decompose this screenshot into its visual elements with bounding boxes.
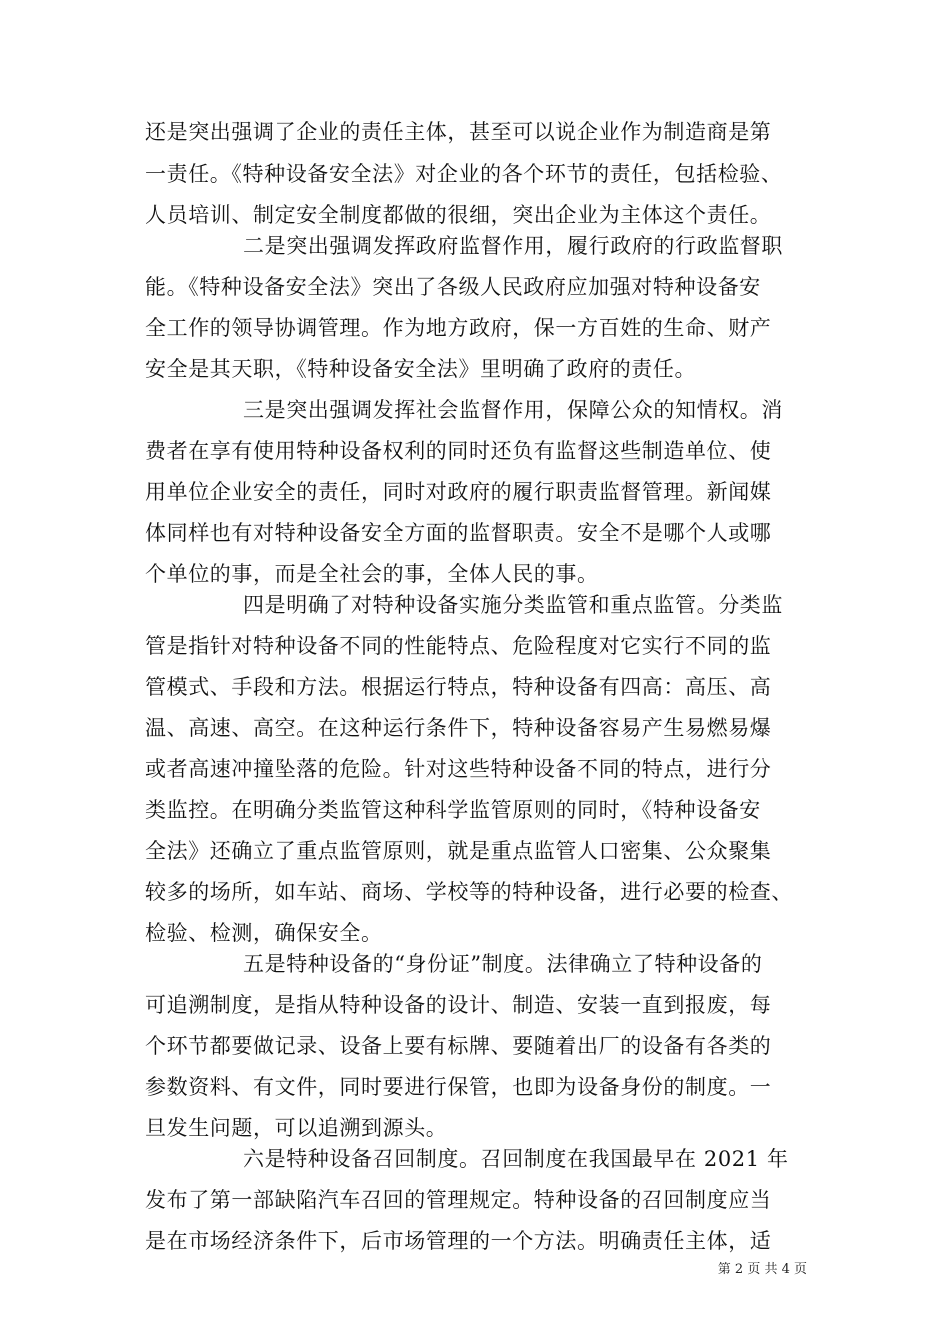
text-line: 管是指针对特种设备不同的性能特点、危险程度对它实行不同的监 bbox=[145, 634, 772, 658]
paragraph-first-line: 三是突出强调发挥社会监督作用，保障公众的知情权。消 bbox=[243, 398, 783, 422]
text-line: 温、高速、高空。在这种运行条件下，特种设备容易产生易燃易爆 bbox=[145, 716, 772, 740]
text-line: 旦发生问题，可以追溯到源头。 bbox=[145, 1116, 448, 1140]
text-line: 一责任。《特种设备安全法》对企业的各个环节的责任，包括检验、 bbox=[145, 162, 783, 186]
text-line: 全法》还确立了重点监管原则，就是重点监管人口密集、公众聚集 bbox=[145, 839, 772, 863]
paragraph-first-line: 二是突出强调发挥政府监督作用，履行政府的行政监督职 bbox=[243, 234, 783, 258]
text-line: 人员培训、制定安全制度都做的很细，突出企业为主体这个责任。 bbox=[145, 203, 772, 227]
text-line: 个单位的事，而是全社会的事，全体人民的事。 bbox=[145, 562, 599, 586]
text-line: 较多的场所，如车站、商场、学校等的特种设备，进行必要的检查、 bbox=[145, 880, 793, 904]
text-line: 还是突出强调了企业的责任主体，甚至可以说企业作为制造商是第 bbox=[145, 120, 772, 144]
text-line: 全工作的领导协调管理。作为地方政府，保一方百姓的生命、财产 bbox=[145, 316, 772, 340]
text-line: 检验、检测，确保安全。 bbox=[145, 921, 383, 945]
text-line: 管模式、手段和方法。根据运行特点，特种设备有四高：高压、高 bbox=[145, 675, 772, 699]
text-line: 可追溯制度，是指从特种设备的设计、制造、安装一直到报废，每 bbox=[145, 993, 772, 1017]
paragraph-first-line: 五是特种设备的“身份证”制度。法律确立了特种设备的 bbox=[243, 952, 763, 976]
text-line: 安全是其天职，《特种设备安全法》里明确了政府的责任。 bbox=[145, 357, 697, 381]
paragraph-first-line: 六是特种设备召回制度。召回制度在我国最早在 2021 年 bbox=[243, 1147, 789, 1171]
text-line: 个环节都要做记录、设备上要有标牌、要随着出厂的设备有各类的 bbox=[145, 1034, 772, 1058]
text-line: 能。《特种设备安全法》突出了各级人民政府应加强对特种设备安 bbox=[145, 275, 761, 299]
text-line: 类监控。在明确分类监管这种科学监管原则的同时，《特种设备安 bbox=[145, 798, 761, 822]
text-line: 或者高速冲撞坠落的危险。针对这些特种设备不同的特点，进行分 bbox=[145, 757, 772, 781]
text-line: 用单位企业安全的责任，同时对政府的履行职责监督管理。新闻媒 bbox=[145, 480, 772, 504]
paragraph-first-line: 四是明确了对特种设备实施分类监管和重点监管。分类监 bbox=[243, 593, 783, 617]
text-line: 费者在享有使用特种设备权利的同时还负有监督这些制造单位、使 bbox=[145, 439, 772, 463]
text-line: 体同样也有对特种设备安全方面的监督职责。安全不是哪个人或哪 bbox=[145, 521, 772, 545]
text-line: 是在市场经济条件下，后市场管理的一个方法。明确责任主体，适 bbox=[145, 1229, 772, 1253]
text-line: 发布了第一部缺陷汽车召回的管理规定。特种设备的召回制度应当 bbox=[145, 1188, 772, 1212]
text-line: 参数资料、有文件，同时要进行保管，也即为设备身份的制度。一 bbox=[145, 1075, 772, 1099]
page-number-footer: 第 2 页 共 4 页 bbox=[717, 1262, 807, 1277]
